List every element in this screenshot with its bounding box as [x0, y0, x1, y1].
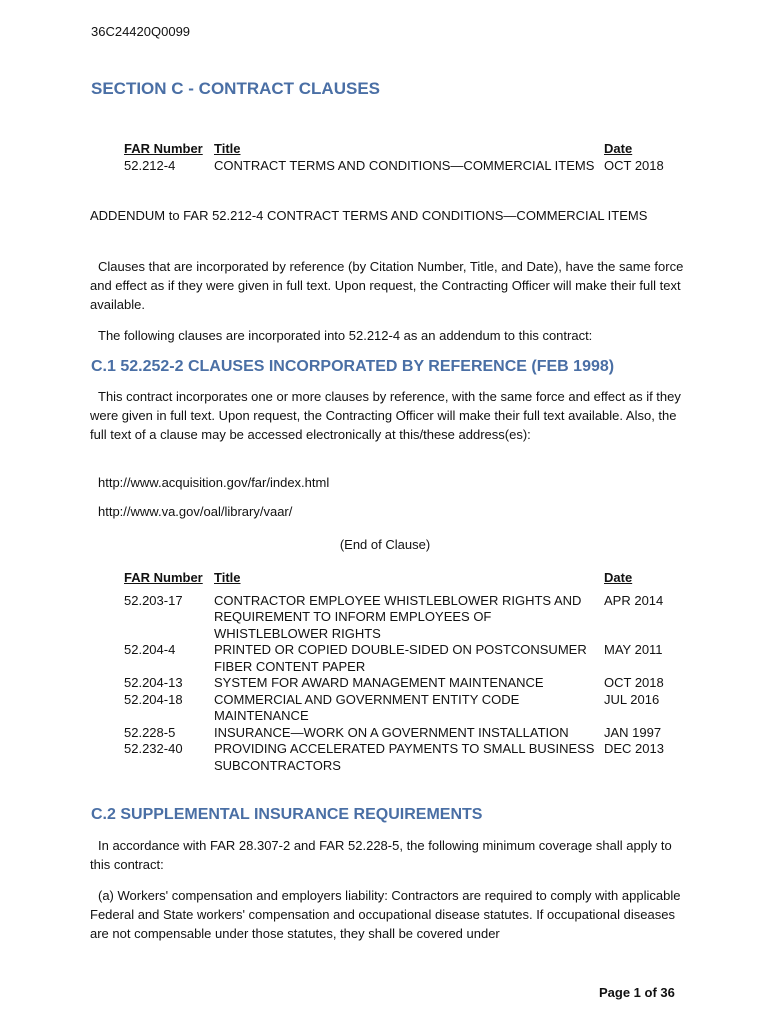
incorporated-by-reference-paragraph: Clauses that are incorporated by reference (by Citation Number, Title, and Date), have the same force and effect as if they were given in full text. Upon request, the Contracting Officer will make their full text available.: [90, 259, 684, 312]
clause-title-cell: COMMERCIAL AND GOVERNMENT ENTITY CODE MAINTENANCE: [214, 691, 520, 723]
table-header-row: [121, 570, 687, 587]
far-number-cell: 52.203-17: [124, 592, 183, 608]
far-number-cell: 52.212-4: [124, 157, 176, 173]
clause-date-cell: APR 2014: [604, 592, 664, 608]
clause-date-cell: OCT 2018: [604, 675, 664, 690]
far-number-cell: 52.228-5: [124, 724, 176, 740]
clause-title-cell: CONTRACTOR EMPLOYEE WHISTLEBLOWER RIGHTS AND REQUIREMENT TO INFORM EMPLOYEES OF WHISTLEBLOWER RIGHTS: [214, 592, 582, 641]
title-header: Title: [214, 570, 241, 585]
far-number-cell: 52.204-13: [124, 675, 183, 690]
table-row: [121, 158, 687, 175]
far-clause-table-primary: [121, 141, 687, 174]
table-row: [121, 587, 687, 643]
document-id: 36C24420Q0099: [91, 24, 191, 39]
title-header: Title: [214, 141, 241, 156]
clause-date-cell: JUL 2016: [604, 691, 660, 707]
clause-date-cell: OCT 2018: [604, 157, 664, 173]
far-clause-table-reference: [121, 570, 687, 774]
c2-body-paragraph: In accordance with FAR 28.307-2 and FAR 52.228-5, the following minimum coverage shall apply to this contract:: [90, 838, 672, 872]
clause-date-cell: JAN 1997: [604, 724, 662, 740]
va-gov-link[interactable]: http://www.va.gov/oal/library/vaar/: [98, 504, 293, 519]
workers-compensation-paragraph: (a) Workers' compensation and employers liability: Contractors are required to comply with applicable Federal and State workers' compensation and occupational disease statutes. If occupational diseases are not compensable under those statutes, they shall be covered under: [90, 888, 681, 941]
date-header: Date: [604, 570, 633, 585]
far-number-cell: 52.232-40: [124, 741, 183, 756]
clause-date-cell: DEC 2013: [604, 741, 664, 756]
c1-body-paragraph: This contract incorporates one or more clauses by reference, with the same force and effect as if they were given in full text. Upon request, the Contracting Officer will make their full text available. Also, the full text of a clause may be accessed electronically at this/these address(es):: [90, 389, 681, 442]
acquisition-gov-link[interactable]: http://www.acquisition.gov/far/index.html: [98, 475, 330, 490]
section-title: SECTION C - CONTRACT CLAUSES: [91, 79, 380, 98]
clause-title-cell: PROVIDING ACCELERATED PAYMENTS TO SMALL BUSINESS SUBCONTRACTORS: [214, 741, 595, 773]
page-number: Page 1 of 36: [599, 985, 675, 1000]
far-number-cell: 52.204-18: [124, 691, 183, 707]
far-number-header: FAR Number: [124, 141, 203, 156]
table-row: [121, 741, 687, 774]
clause-title-cell: SYSTEM FOR AWARD MANAGEMENT MAINTENANCE: [214, 675, 544, 690]
clause-title-cell: CONTRACT TERMS AND CONDITIONS—COMMERCIAL ITEMS: [214, 157, 595, 173]
addendum-line: ADDENDUM to FAR 52.212-4 CONTRACT TERMS AND CONDITIONS—COMMERCIAL ITEMS: [90, 208, 648, 223]
table-row: [121, 692, 687, 725]
date-header: Date: [604, 141, 633, 156]
following-clauses-paragraph: The following clauses are incorporated into 52.212-4 as an addendum to this contract:: [98, 328, 593, 343]
clause-title-cell: INSURANCE—WORK ON A GOVERNMENT INSTALLATION: [214, 724, 569, 740]
far-number-cell: 52.204-4: [124, 642, 176, 657]
table-row: [121, 675, 687, 692]
far-number-header: FAR Number: [124, 570, 203, 585]
clause-title-cell: PRINTED OR COPIED DOUBLE-SIDED ON POSTCONSUMER FIBER CONTENT PAPER: [214, 642, 587, 674]
table-row: [121, 725, 687, 742]
clause-date-cell: MAY 2011: [604, 642, 663, 657]
c1-heading: C.1 52.252-2 CLAUSES INCORPORATED BY REFERENCE (FEB 1998): [91, 358, 615, 375]
c2-heading: C.2 SUPPLEMENTAL INSURANCE REQUIREMENTS: [91, 806, 483, 823]
table-row: [121, 642, 687, 675]
end-of-clause: (End of Clause): [339, 537, 431, 552]
table-header-row: [121, 141, 687, 158]
